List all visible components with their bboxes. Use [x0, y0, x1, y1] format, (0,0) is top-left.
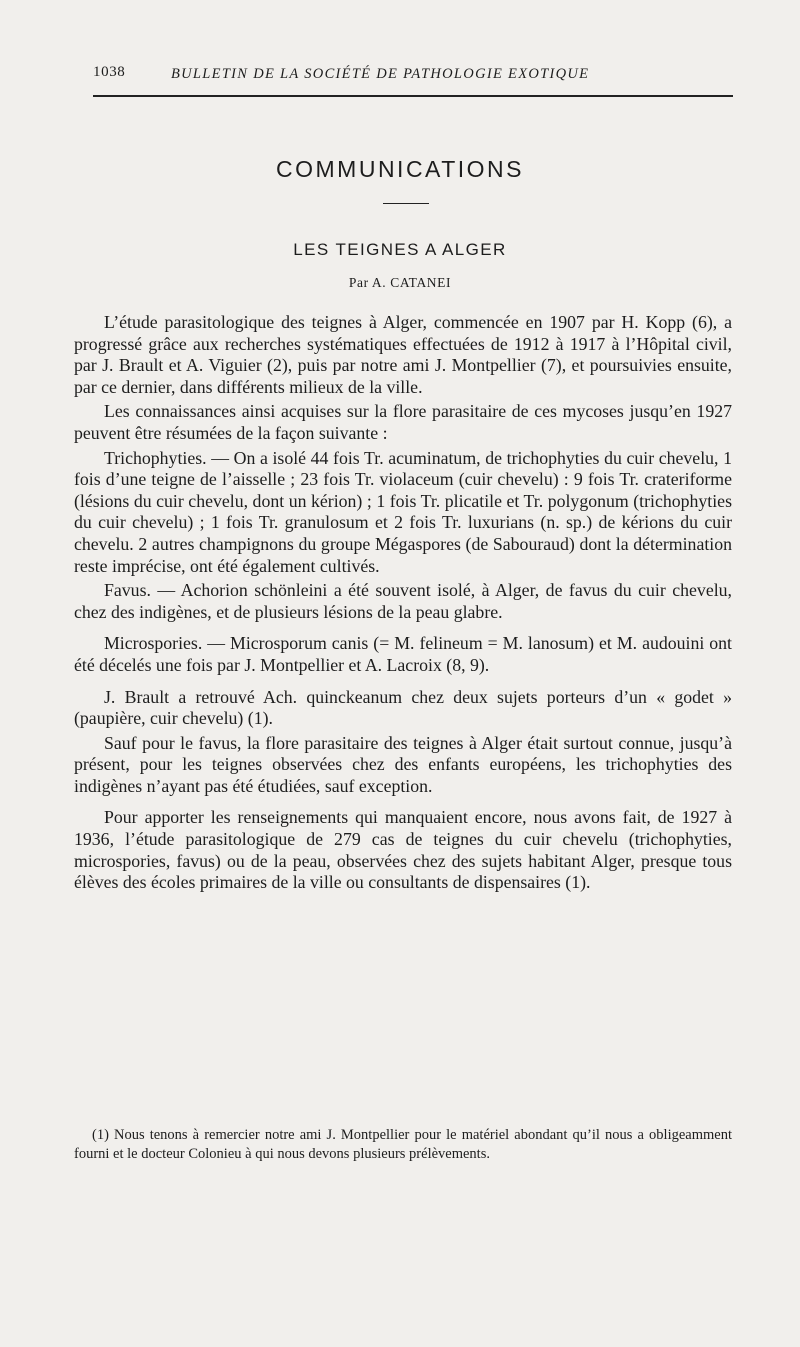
paragraph: Sauf pour le favus, la flore parasitaire des teignes à Alger était surtout connue, jusqu’à présent, pour les teignes observées chez des enfants européens, les trichophyties des indigènes n’ayant pas été étudiées, sauf exception.	[74, 732, 732, 796]
section-title: COMMUNICATIONS	[276, 156, 524, 182]
header-rule	[93, 95, 733, 97]
paragraph: Les connaissances ainsi acquises sur la flore parasitaire de ces mycoses jusqu’en 1927 peuvent être résumées de la façon suivante :	[74, 401, 732, 443]
article-title: LES TEIGNES A ALGER	[293, 240, 507, 259]
article-byline: Par A. CATANEI	[348, 275, 452, 290]
paragraph: Trichophyties. — On a isolé 44 fois Tr. acuminatum, de trichophyties du cuir chevelu, 1 fois d’une teigne de l’aisselle ; 23 fois Tr. violaceum (cuir chevelu) : 9 fois Tr. crateriforme (lésions du cuir chevelu, dont un kérion) ; 1 fois Tr. plicatile et Tr. polygonum (trichophyties du cuir chevelu) ; 1 fois Tr. granulosum et 2 fois Tr. luxurians (n. sp.) de kérions du cuir chevelu. 2 autres champignons du groupe Mégaspores (de Sabouraud) dont la détermination reste imprécise, ont été également cultivés.	[74, 447, 732, 576]
page-number: 1038	[93, 64, 126, 80]
paragraph: Microspories. — Microsporum canis (= M. felineum = M. lanosum) et M. audouini ont été décelés une fois par J. Montpellier et A. Lacroix (8, 9).	[74, 633, 732, 675]
footnote-text: (1) Nous tenons à remercier notre ami J. Montpellier pour le matériel abondant qu’il nous a obligeamment fourni et le docteur Colonieu à qui nous devons plusieurs prélèvements.	[74, 1127, 732, 1162]
journal-title: BULLETIN DE LA SOCIÉTÉ DE PATHOLOGIE EXOTIQUE	[171, 66, 590, 82]
article-body	[74, 312, 732, 897]
footnote	[74, 1126, 732, 1164]
paragraph: Favus. — Achorion schönleini a été souvent isolé, à Alger, de favus du cuir chevelu, chez des indigènes, et de plusieurs lésions de la peau glabre.	[74, 580, 732, 622]
paragraph: L’étude parasitologique des teignes à Alger, commencée en 1907 par H. Kopp (6), a progressé grâce aux recherches systématiques effectuées de 1912 à 1917 à l’Hôpital civil, par J. Brault et A. Viguier (2), puis par notre ami J. Montpellier (7), et poursuivies ensuite, par ce dernier, dans différents milieux de la ville.	[74, 312, 732, 397]
paragraph: J. Brault a retrouvé Ach. quinckeanum chez deux sujets porteurs d’un « godet » (paupière, cuir chevelu) (1).	[74, 686, 732, 729]
title-rule	[383, 203, 429, 204]
paragraph: Pour apporter les renseignements qui manquaient encore, nous avons fait, de 1927 à 1936, l’étude parasitologique de 279 cas de teignes du cuir chevelu (trichophyties, microspories, favus) ou de la peau, observées chez des sujets habitant Alger, presque tous élèves des écoles primaires de la ville ou consultants de dispensaires (1).	[74, 807, 732, 893]
